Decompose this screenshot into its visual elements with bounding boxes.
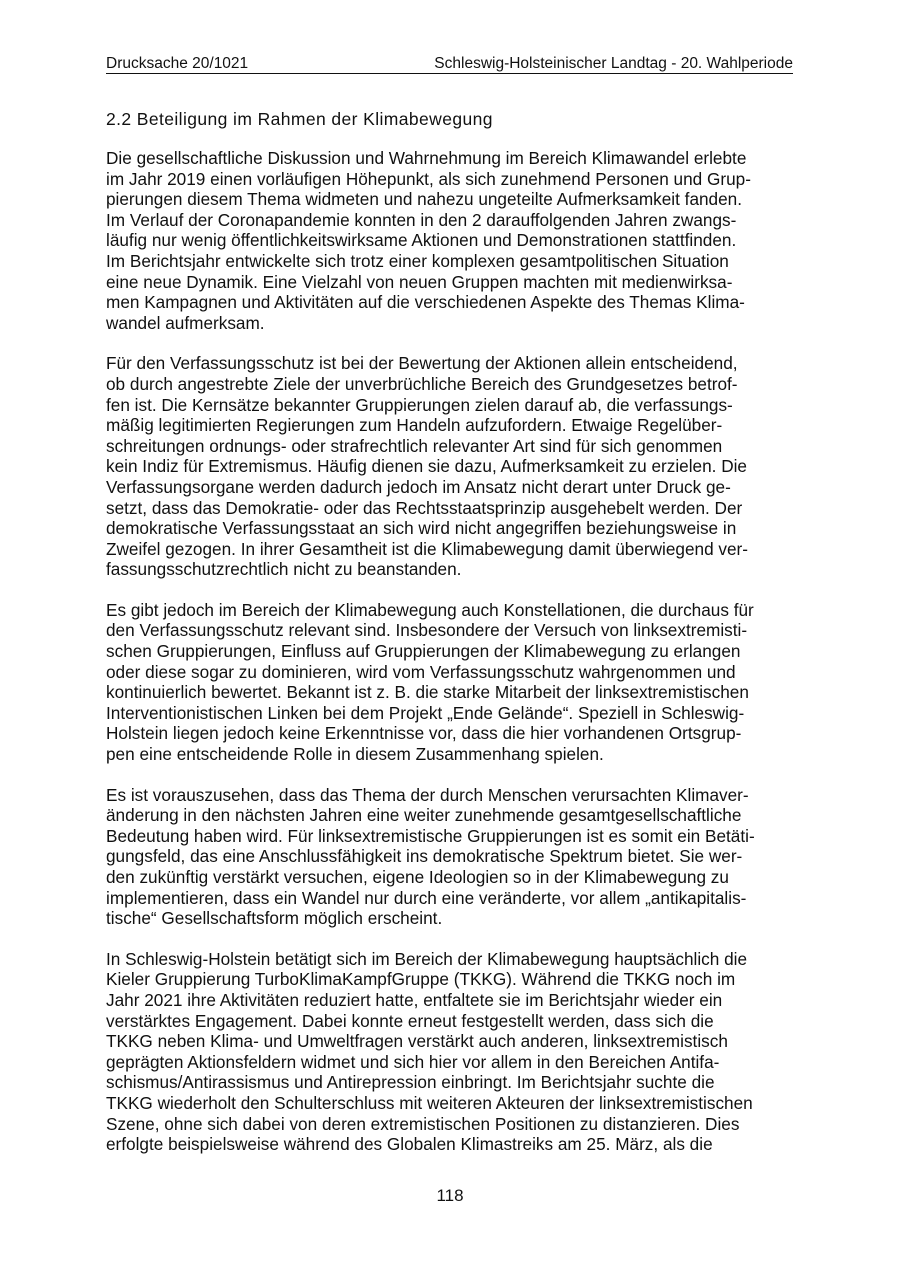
section-title: 2.2 Beteiligung im Rahmen der Klimabewegung (106, 109, 493, 129)
text-line: den Verfassungsschutz relevant sind. Insbesondere der Versuch von linksextremisti- (106, 620, 748, 641)
text-line: schismus/Antirassismus und Antirepression einbringt. Im Berichtsjahr suchte die (106, 1072, 715, 1093)
text-line: Szene, ohne sich dabei von deren extremistischen Positionen zu distanzieren. Dies (106, 1113, 740, 1134)
text-line: fassungsschutzrechtlich nicht zu beanstanden. (106, 559, 462, 580)
text-line: Die gesellschaftliche Diskussion und Wahrnehmung im Bereich Klimawandel erlebte (106, 148, 747, 168)
text-line: läufig nur wenig öffentlichkeitswirksame Aktionen und Demonstrationen stattfinden. (106, 230, 737, 251)
text-line: In Schleswig-Holstein betätigt sich im Bereich der Klimabewegung hauptsächlich die (106, 948, 748, 969)
text-line: implementieren, dass ein Wandel nur durch eine veränderte, vor allem „antikapitalis- (106, 887, 747, 908)
text-line: geprägten Aktionsfeldern widmet und sich hier vor allem in den Bereichen Antifa- (106, 1051, 720, 1072)
text-line: Für den Verfassungsschutz ist bei der Bewertung der Aktionen allein entscheidend, (106, 353, 738, 374)
text-line: setzt, dass das Demokratie- oder das Rechtsstaatsprinzip ausgehebelt werden. Der (106, 497, 743, 518)
page-header (106, 54, 793, 74)
body-text (106, 148, 806, 1175)
text-line: TKKG neben Klima- und Umweltfragen verstärkt auch anderen, linksextremistisch (106, 1031, 728, 1052)
text-line: kein Indiz für Extremismus. Häufig dienen sie dazu, Aufmerksamkeit zu erzielen. Die (106, 456, 747, 477)
text-line: Holstein liegen jedoch keine Erkenntnisse vor, dass die hier vorhandenen Ortsgrup- (106, 723, 742, 744)
text-line: schreitungen ordnungs- oder strafrechtlich relevanter Art sind für sich genommen (106, 435, 723, 456)
text-line: schen Gruppierungen, Einfluss auf Gruppierungen der Klimabewegung zu erlangen (106, 641, 741, 662)
text-line: eine neue Dynamik. Eine Vielzahl von neuen Gruppen machten mit medienwirksa- (106, 271, 733, 292)
text-line: mäßig legitimierten Regierungen zum Handeln aufzufordern. Etwaige Regelüber- (106, 415, 723, 436)
text-line: Im Verlauf der Coronapandemie konnten in den 2 darauffolgenden Jahren zwangs- (106, 209, 737, 230)
text-line: men Kampagnen und Aktivitäten auf die verschiedenen Aspekte des Themas Klima- (106, 292, 745, 313)
text-line: Jahr 2021 ihre Aktivitäten reduziert hatte, entfaltete sie im Berichtsjahr wieder ein (106, 989, 723, 1010)
text-line: gungsfeld, das eine Anschlussfähigkeit ins demokratische Spektrum bietet. Sie wer- (106, 846, 743, 867)
text-line: pen eine entscheidende Rolle in diesem Zusammenhang spielen. (106, 744, 604, 765)
text-line: Zweifel gezogen. In ihrer Gesamtheit ist die Klimabewegung damit überwiegend ver- (106, 538, 748, 559)
text-line: Es gibt jedoch im Bereich der Klimabewegung auch Konstellationen, die durchaus für (106, 599, 754, 620)
text-line: änderung in den nächsten Jahren eine weiter zunehmende gesamtgesellschaftliche (106, 805, 742, 826)
text-line: kontinuierlich bewertet. Bekannt ist z. B. die starke Mitarbeit der linksextremistischen (106, 682, 749, 703)
document-number: Drucksache 20/1021 (106, 55, 249, 72)
paragraph (106, 148, 806, 333)
page-number: 118 (436, 1186, 464, 1205)
text-line: tische“ Gesellschaftsform möglich erscheint. (106, 908, 443, 929)
text-line: Bedeutung haben wird. Für linksextremistische Gruppierungen ist es somit ein Betäti- (106, 825, 755, 846)
header-divider (106, 73, 793, 74)
text-line: Im Berichtsjahr entwickelte sich trotz einer komplexen gesamtpolitischen Situation (106, 250, 729, 271)
paragraph (106, 785, 806, 929)
text-line: den zukünftig verstärkt versuchen, eigene Ideologien so in der Klimabewegung zu (106, 867, 729, 887)
text-line: Verfassungsorgane werden dadurch jedoch im Ansatz nicht derart unter Druck ge- (106, 476, 731, 497)
text-line: oder diese sogar zu dominieren, wird vom Verfassungsschutz wahrgenommen und (106, 661, 736, 682)
text-line: im Jahr 2019 einen vorläufigen Höhepunkt, als sich zunehmend Personen und Grup- (106, 168, 751, 189)
text-line: TKKG wiederholt den Schulterschluss mit weiteren Akteuren der linksextremistischen (106, 1092, 753, 1113)
text-line: verstärktes Engagement. Dabei konnte erneut festgestellt werden, dass sich die (106, 1010, 714, 1031)
text-line: erfolgte beispielsweise während des Globalen Klimastreiks am 25. März, als die (106, 1134, 713, 1155)
text-line: ob durch angestrebte Ziele der unverbrüchliche Bereich des Grundgesetzes betrof- (106, 373, 738, 394)
parliament-period: Schleswig-Holsteinischer Landtag - 20. Wahlperiode (434, 55, 793, 72)
text-line: Es ist vorauszusehen, dass das Thema der durch Menschen verursachten Klimaver- (106, 784, 749, 805)
text-line: Interventionistischen Linken bei dem Projekt „Ende Gelände“. Speziell in Schleswig- (106, 702, 745, 723)
text-line: Kieler Gruppierung TurboKlimaKampfGruppe (TKKG). Während die TKKG noch im (106, 969, 736, 990)
paragraph (106, 949, 806, 1155)
text-line: demokratische Verfassungsstaat an sich wird nicht angegriffen beziehungsweise in (106, 518, 737, 539)
paragraph (106, 353, 806, 580)
text-line: wandel aufmerksam. (106, 312, 265, 333)
text-line: fen ist. Die Kernsätze bekannter Gruppierungen zielen darauf ab, die verfassungs- (106, 394, 733, 415)
text-line: pierungen diesem Thema widmeten und nahezu ungeteilte Aufmerksamkeit fanden. (106, 189, 743, 210)
paragraph (106, 600, 806, 765)
